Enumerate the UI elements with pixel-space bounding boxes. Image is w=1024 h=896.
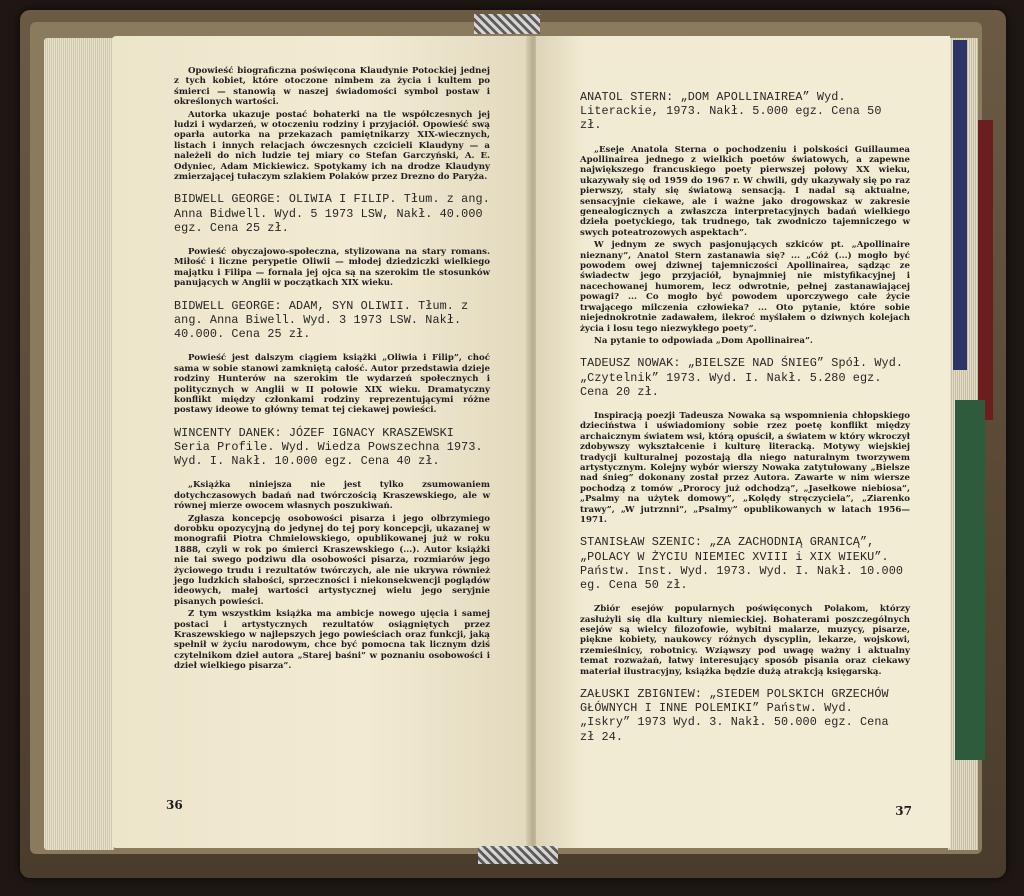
left-page-edges [44, 38, 114, 850]
entry-description: Powieść jest dalszym ciągiem książki „Oliwia i Filip”, choć sama w sobie stanowi zamkniętą całość. Autor przedstawia dzieje rodziny Hunterów na szerokim tle wydarzeń społecznych i politycznych w Anglii w II połowie XIX wieku. Dramatyczny konflikt między członkami rodziny reprezentującymi różne postawy ideowe to główny temat tej ciekawej powieści. [174, 353, 490, 416]
catalog-entry: BIDWELL GEORGE: OLIWIA I FILIP. Tłum. z ang. Anna Bidwell. Wyd. 5 1973 LSW, Nakł. 40.000 egz. Cena 25 zł. [174, 192, 490, 235]
entry-description: Powieść obyczajowo-społeczna, stylizowana na stary romans. Miłość i liczne perypetie Oliwii — młodej dziedziczki wielkiego majątku i Filipa — fornala jej ojca są na szerokim tle stosunków panujących w Anglii w początkach XIX wieku. [174, 247, 490, 289]
entry-description: Opowieść biograficzna poświęcona Klaudynie Potockiej jednej z tych kobiet, które otoczone nimbem za życia i kultem po śmierci — stanowią w naszej świadomości symbol postaw i określonych wartości. [174, 66, 490, 108]
entry-description: Autorka ukazuje postać bohaterki na tle współczesnych jej ludzi i wydarzeń, w otoczeniu rodziny i przyjaciół. Opowieść swą oparła autorka na przekazach pamiętnikarzy XIX-wiecznych, listach i innych relacjach ówczesnych czcicieli Klaudyny — a należeli do nich ludzie tej miary co Stefan Garczyński, A. E. Odyniec, Adam Mickiewicz. Spotykamy ich na drodze Klaudyny zmierzającej tułaczym szlakiem Polaków przez Drezno do Paryża. [174, 109, 490, 183]
entry-description: Inspiracją poezji Tadeusza Nowaka są wspomnienia chłopskiego dzieciństwa i uświadomiony sobie rzez poetę konflikt między archaicznym światem wsi, którą opuścił, a światem w który wkroczył zdobywszy wykształcenie i kulturę literacką. Motywy wiejskiej tradycji kulturalnej pozostają dla niego naturalnym tworzywem artystycznym. Kolejny wybór wierszy Nowaka zatytułowany „Bielsze nad śnieg” dokonany został przez Autora. Zawarte w nim wiersze pochodzą z tomów „Prorocy już odchodzą”, „Jasełkowe niebiosa”, „Psalmy na użytek domowy”, „Kolędy stręczyciela”, „Ziarenko trawy”, „W jutrznni”, „Psalmy” opublikowanych w latach 1956—1971. [580, 410, 910, 525]
ribbon-bookmark-end [478, 846, 558, 864]
blue-divider-tab [953, 40, 967, 370]
entry-description: „Książka niniejsza nie jest tylko zsumowaniem dotychczasowych badań nad twórczością Kraszewskiego, ale w równej mierze owocem własnych poszukiwań. [174, 480, 490, 512]
right-page-number: 37 [895, 804, 912, 818]
entry-description: W jednym ze swych pasjonujących szkiców pt. „Apollinaire nieznany”, Anatol Stern zastanawia się? ... „Cóż (...) mogło być powodem owej dziwnej tajemniczości Apollinairea, sądząc ze świadectw jego przyjaciół, bynajmniej nie mistyfikacyjnej i nacechowanej humorem, lecz odwrotnie, pełnej zastanawiającej powagi? ... Co mogło być powodem uporczywego całe życie trwającego milczenia człowieka? ... Oto pytanie, które sobie niejednokrotnie zadawałem, ilekroć myślałem o dziwnych kolejach życia i losu tego niezwykłego poety”. [580, 240, 910, 334]
entry-description: Na pytanie to odpowiada „Dom Apollinairea”. [594, 335, 813, 346]
catalog-entry: TADEUSZ NOWAK: „BIELSZE NAD ŚNIEG” Spół. Wyd. „Czytelnik” 1973. Wyd. I. Nakł. 5.280 egz. Cena 20 zł. [580, 356, 904, 399]
right-page-column [580, 80, 910, 756]
right-page [536, 36, 950, 848]
catalog-entry: ANATOL STERN: „DOM APOLLINAIREA” Wyd. Literackie, 1973. Nakł. 5.000 egz. Cena 50 zł. [580, 90, 882, 133]
entry-description: Zbiór esejów popularnych poświęconych Polakom, którzy zasłużyli się dla kultury niemieckiej. Bohaterami poszczególnych esejów są wielcy filozofowie, wybitni malarze, muzycy, pisarze, piękne kobiety, naukowcy różnych dyscyplin, lekarze, wojskowi, rzemieślnicy, robotnicy. Wziąwszy pod uwagę ważny i aktualny temat rozważań, łatwy interesujący sposób pisania oraz ciekawy materiał ilustracyjny, książka będzie dużą atrakcją księgarską. [580, 604, 910, 677]
left-page-number: 36 [166, 798, 183, 812]
entry-description: Z tym wszystkim książka ma ambicje nowego ujęcia i samej postaci i artystycznych rezultatów osiągniętych przez Kraszewskiego w najlepszych jego powieściach oraz funkcji, jaką spełnił w życiu narodowym, chce być pomocna tak licznym dziś czytelnikom dzieł autora „Starej baśni” w poznaniu osobowości i dzieł wielkiego pisarza”. [174, 609, 490, 672]
catalog-entry: STANISŁAW SZENIC: „ZA ZACHODNIĄ GRANICĄ”, „POLACY W ŻYCIU NIEMIEC XVIII i XIX WIEKU”. Państw. Inst. Wyd. 1973. Wyd. I. Nakł. 10.000 eg. Cena 50 zł. [580, 535, 904, 593]
entry-description: Zgłasza koncepcję osobowości pisarza i jego olbrzymiego dorobku opozycyjną do jedynej do tej pory koncepcji, ukazanej w monografii Piotra Chmielowskiego, opublikowanej już w roku 1888, czyli w rok po śmierci Kraszewskiego (...). Autor książki nie tai swego podziwu dla osobowości pisarza, rozmiarów jego życiowego trudu i rezultatów twórczych, ale nie ukrywa również jego ludzkich słabości, sprzeczności i niekonsekwencji poglądów ideowych, małej wartości artystycznej wielu jego seryjnie pisanych powieści. [174, 513, 490, 607]
green-divider-tab [955, 400, 985, 760]
ribbon-bookmark [474, 14, 540, 34]
entry-description: „Eseje Anatola Sterna o pochodzeniu i polskości Guillaumea Apollinairea jednego z wielkich poetów światowych, a zapewne największego francuskiego poety pierwszej połowy XX wieku, ukazywały się od 1959 do 1967 r. W chwili, gdy ukazywały się po raz pierwszy, stały się światową sensacją. I nadal są aktualne, sensacyjnie ciekawe, ale i ważne jako drogowskaz w zakresie genealogicznych a zwłaszcza interpretacyjnych badań wielkiego dzieła poetyckiego, tak trudnego, tak zwodniczo tajemniczego w swych poteatrozowych aspektach”. [580, 144, 910, 238]
left-page [112, 36, 532, 848]
catalog-entry: BIDWELL GEORGE: ADAM, SYN OLIWII. Tłum. z ang. Anna Biwell. Wyd. 3 1973 LSW. Nakł. 40.000. Cena 25 zł. [174, 298, 469, 342]
catalog-entry: ZAŁUSKI ZBIGNIEW: „SIEDEM POLSKICH GRZECHÓW GŁÓWNYCH I INNE POLEMIKI” Państw. Wyd. „Iskry” 1973 Wyd. 3. Nakł. 50.000 egz. Cena zł 24. [580, 687, 889, 744]
left-page-column [174, 66, 490, 674]
catalog-entry: WINCENTY DANEK: JÓZEF IGNACY KRASZEWSKI Seria Profile. Wyd. Wiedza Powszechna 1973. Wyd. I. Nakł. 10.000 egz. Cena 40 zł. [174, 425, 483, 469]
